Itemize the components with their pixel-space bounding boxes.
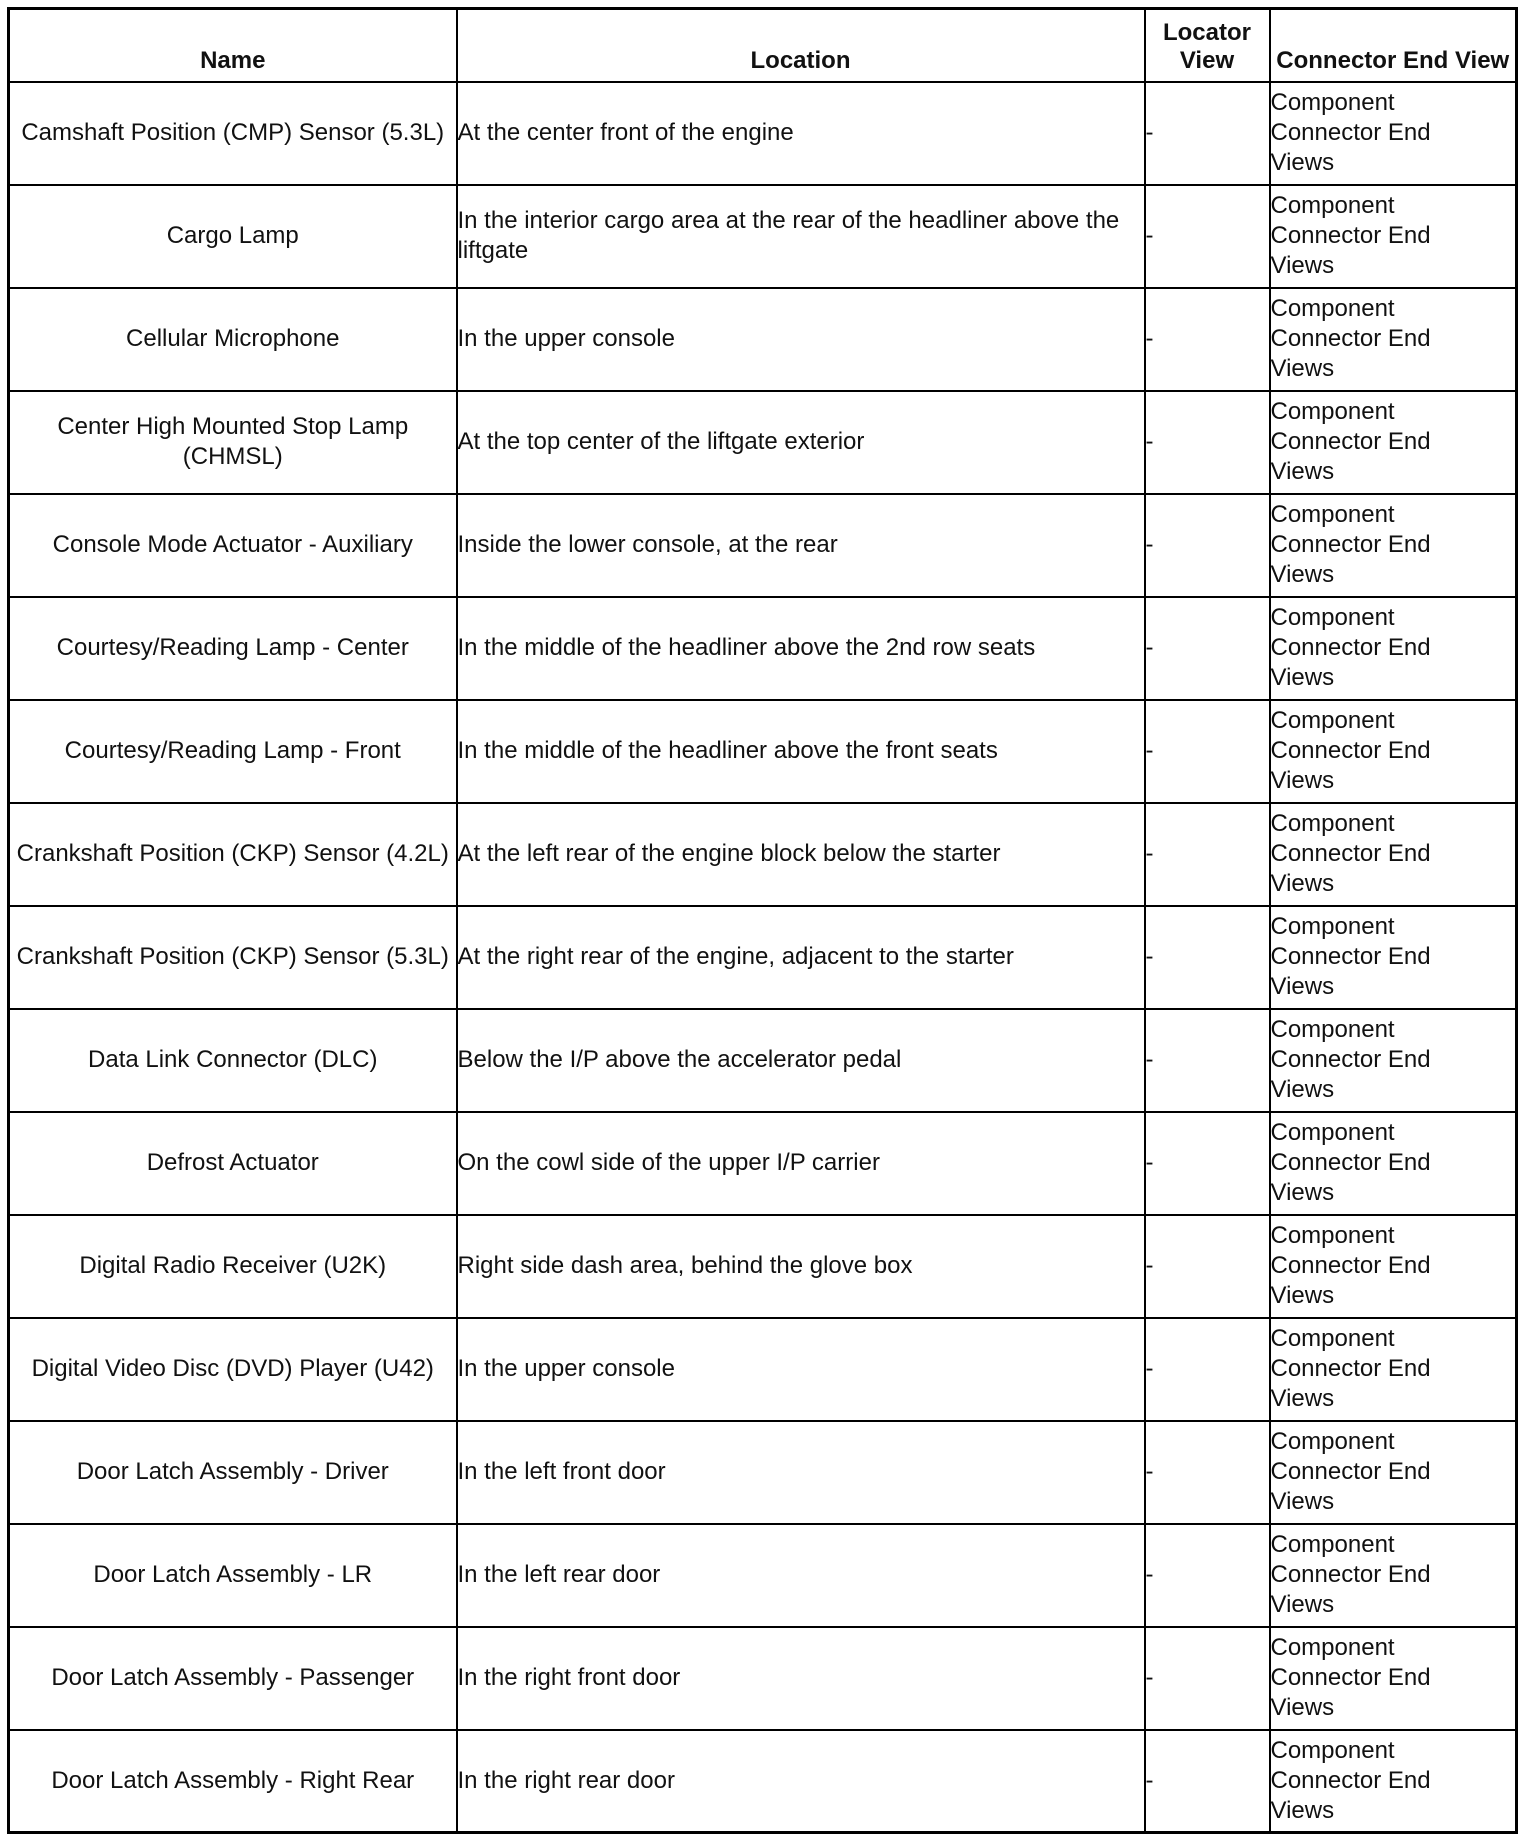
connector-end-view-cell — [1270, 1730, 1517, 1833]
connector-end-view-link[interactable]: Component Connector End Views — [1270, 810, 1431, 897]
connector-end-view-link[interactable]: Component Connector End Views — [1270, 1428, 1431, 1515]
component-location: On the cowl side of the upper I/P carrier — [457, 1112, 1145, 1215]
connector-end-view-link[interactable]: Component Connector End Views — [1270, 89, 1431, 176]
connector-end-view-cell — [1270, 597, 1517, 700]
component-name: Door Latch Assembly - Right Rear — [9, 1730, 457, 1833]
connector-end-view-link[interactable]: Component Connector End Views — [1270, 295, 1431, 382]
locator-view: - — [1145, 906, 1270, 1009]
table-row — [9, 803, 1517, 906]
connector-end-view-link[interactable]: Component Connector End Views — [1270, 707, 1431, 794]
locator-view: - — [1145, 1421, 1270, 1524]
locator-view: - — [1145, 1112, 1270, 1215]
component-name: Cellular Microphone — [9, 288, 457, 391]
component-location: At the right rear of the engine, adjacent to the starter — [457, 906, 1145, 1009]
table-row — [9, 288, 1517, 391]
locator-view: - — [1145, 1318, 1270, 1421]
component-name: Crankshaft Position (CKP) Sensor (4.2L) — [9, 803, 457, 906]
component-location: In the middle of the headliner above the front seats — [457, 700, 1145, 803]
connector-end-view-link[interactable]: Component Connector End Views — [1270, 604, 1431, 691]
component-location: At the left rear of the engine block below the starter — [457, 803, 1145, 906]
component-locator-table — [7, 7, 1518, 1834]
component-location: Inside the lower console, at the rear — [457, 494, 1145, 597]
connector-end-view-link[interactable]: Component Connector End Views — [1270, 1325, 1431, 1412]
component-location: In the interior cargo area at the rear of the headliner above the liftgate — [457, 185, 1145, 288]
locator-view: - — [1145, 1524, 1270, 1627]
table-row — [9, 700, 1517, 803]
connector-end-view-cell — [1270, 288, 1517, 391]
table-row — [9, 1009, 1517, 1112]
connector-end-view-link[interactable]: Component Connector End Views — [1270, 1736, 1431, 1824]
component-location: Below the I/P above the accelerator pedal — [457, 1009, 1145, 1112]
component-name: Digital Video Disc (DVD) Player (U42) — [9, 1318, 457, 1421]
table-row — [9, 1627, 1517, 1730]
table-body — [9, 82, 1517, 1833]
table-header-row — [9, 9, 1517, 82]
component-name: Cargo Lamp — [9, 185, 457, 288]
component-name: Data Link Connector (DLC) — [9, 1009, 457, 1112]
table-row — [9, 1421, 1517, 1524]
component-name: Door Latch Assembly - Driver — [9, 1421, 457, 1524]
component-location: In the middle of the headliner above the 2nd row seats — [457, 597, 1145, 700]
component-name: Door Latch Assembly - Passenger — [9, 1627, 457, 1730]
connector-end-view-link[interactable]: Component Connector End Views — [1270, 1119, 1431, 1206]
component-name: Defrost Actuator — [9, 1112, 457, 1215]
component-location: Right side dash area, behind the glove box — [457, 1215, 1145, 1318]
component-name: Digital Radio Receiver (U2K) — [9, 1215, 457, 1318]
connector-end-view-cell — [1270, 1524, 1517, 1627]
table-row — [9, 906, 1517, 1009]
component-name: Camshaft Position (CMP) Sensor (5.3L) — [9, 82, 457, 185]
connector-end-view-link[interactable]: Component Connector End Views — [1270, 192, 1431, 279]
component-location: In the right front door — [457, 1627, 1145, 1730]
connector-end-view-cell — [1270, 700, 1517, 803]
table-row — [9, 597, 1517, 700]
connector-end-view-cell — [1270, 1009, 1517, 1112]
locator-view: - — [1145, 1009, 1270, 1112]
table-row — [9, 1112, 1517, 1215]
header-location: Location — [457, 9, 1145, 82]
locator-view: - — [1145, 1215, 1270, 1318]
table-row — [9, 1318, 1517, 1421]
connector-end-view-cell — [1270, 1112, 1517, 1215]
connector-end-view-link[interactable]: Component Connector End Views — [1270, 1634, 1431, 1721]
table-row — [9, 391, 1517, 494]
table-row — [9, 1215, 1517, 1318]
component-location: In the right rear door — [457, 1730, 1145, 1833]
table-row — [9, 185, 1517, 288]
locator-view: - — [1145, 1730, 1270, 1833]
table-row — [9, 1730, 1517, 1833]
header-locator-view: Locator View — [1145, 9, 1270, 82]
connector-end-view-cell — [1270, 494, 1517, 597]
connector-end-view-cell — [1270, 1421, 1517, 1524]
connector-end-view-cell — [1270, 1215, 1517, 1318]
connector-end-view-cell — [1270, 1318, 1517, 1421]
component-name: Door Latch Assembly - LR — [9, 1524, 457, 1627]
locator-view: - — [1145, 185, 1270, 288]
header-name: Name — [9, 9, 457, 82]
connector-end-view-link[interactable]: Component Connector End Views — [1270, 913, 1431, 1000]
locator-view: - — [1145, 494, 1270, 597]
component-location: In the upper console — [457, 1318, 1145, 1421]
component-name: Console Mode Actuator - Auxiliary — [9, 494, 457, 597]
header-connector-end-view: Connector End View — [1270, 9, 1517, 82]
table-row — [9, 1524, 1517, 1627]
component-location: At the center front of the engine — [457, 82, 1145, 185]
connector-end-view-link[interactable]: Component Connector End Views — [1270, 1222, 1431, 1309]
component-name: Center High Mounted Stop Lamp (CHMSL) — [9, 391, 457, 494]
locator-view: - — [1145, 82, 1270, 185]
locator-view: - — [1145, 700, 1270, 803]
component-location: In the upper console — [457, 288, 1145, 391]
component-location: At the top center of the liftgate exterior — [457, 391, 1145, 494]
connector-end-view-cell — [1270, 185, 1517, 288]
connector-end-view-cell — [1270, 906, 1517, 1009]
connector-end-view-link[interactable]: Component Connector End Views — [1270, 1016, 1431, 1103]
connector-end-view-link[interactable]: Component Connector End Views — [1270, 501, 1431, 588]
connector-end-view-cell — [1270, 803, 1517, 906]
connector-end-view-cell — [1270, 391, 1517, 494]
table-row — [9, 82, 1517, 185]
component-location: In the left rear door — [457, 1524, 1145, 1627]
connector-end-view-cell — [1270, 82, 1517, 185]
connector-end-view-cell — [1270, 1627, 1517, 1730]
component-location: In the left front door — [457, 1421, 1145, 1524]
locator-view: - — [1145, 288, 1270, 391]
component-name: Courtesy/Reading Lamp - Front — [9, 700, 457, 803]
locator-view: - — [1145, 597, 1270, 700]
locator-view: - — [1145, 1627, 1270, 1730]
locator-view: - — [1145, 391, 1270, 494]
connector-end-view-link[interactable]: Component Connector End Views — [1270, 398, 1431, 485]
component-name: Crankshaft Position (CKP) Sensor (5.3L) — [9, 906, 457, 1009]
connector-end-view-link[interactable]: Component Connector End Views — [1270, 1531, 1431, 1618]
locator-view: - — [1145, 803, 1270, 906]
table-row — [9, 494, 1517, 597]
component-name: Courtesy/Reading Lamp - Center — [9, 597, 457, 700]
